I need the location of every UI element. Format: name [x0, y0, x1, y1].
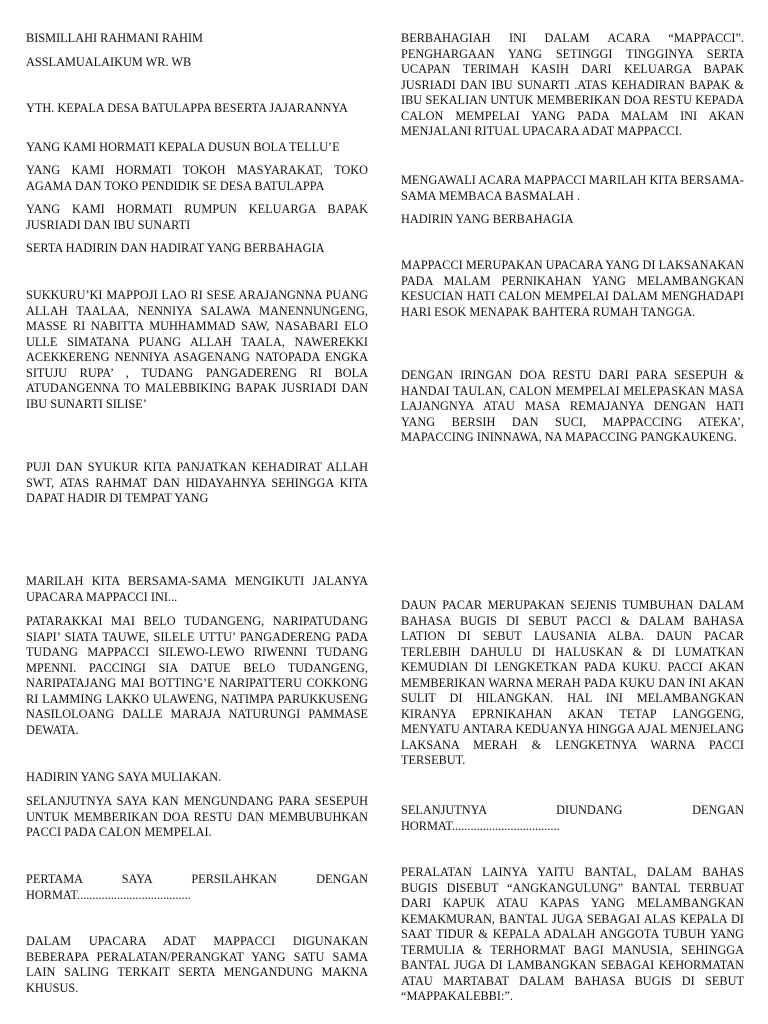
left-column [26, 0, 368, 1024]
paragraph-bantal: PERALATAN LAINYA YAITU BANTAL, DALAM BAHAS BUGIS DISEBUT “ANGKANGULUNG” BANTAL TERBUAT DARI KAPUK ATAU KAPAS YANG MELAMBANGKAN KEMAKMURAN, BANTAL JUGA SEBAGAI ALAS KEPALA DI SAAT TIDUR & KEPALA ADALAH ANGGOTA TUBUH YANG TERMULIA & TERHORMAT BAGI MANUSIA, SEHINGGA BANTAL JUGA DI LAMBANGKAN SEBAGAI KEHORMATAN ATAU MARTABAT DALAM BAHASA BUGIS DI SEBUT “MAPPAKALEBBI:”. [401, 865, 744, 1003]
paragraph-marilah: MARILAH KITA BERSAMA-SAMA MENGIKUTI JALANYA UPACARA MAPPACCI INI... [26, 574, 368, 604]
greeting-family: YANG KAMI HORMATI RUMPUN KELUARGA BAPAK JUSRIADI DAN IBU SUNARTI [26, 202, 368, 232]
heading-hadirin-berbahagia: HADIRIN YANG BERBAHAGIA [401, 212, 574, 226]
paragraph-next-invite: SELANJUTNYA DIUNDANG DENGAN HORMAT................................... [401, 803, 744, 833]
opening-basmalah: BISMILLAHI RAHMANI RAHIM [26, 31, 203, 45]
greeting-village-head: YTH. KEPALA DESA BATULAPPA BESERTA JAJARANNYA [26, 101, 348, 115]
paragraph-mappacci-meaning: MAPPACCI MERUPAKAN UPACARA YANG DI LAKSANAKAN PADA MALAM PERNIKAHAN YANG MELAMBANGKAN KESUCIAN HATI CALON MEMPELAI DALAM MENGHADAPI HARI ESOK MENAPAK BAHTERA RUMAH TANGGA. [401, 258, 744, 319]
paragraph-berbahagiah: BERBAHAGIAH INI DALAM ACARA “MAPPACCI”. PENGHARGAAN YANG SETINGGI TINGGINYA SERTA UCAPAN TERIMAH KASIH DARI KELUARGA BAPAK JUSRIADI DAN IBU SUNARTI .ATAS KEHADIRAN BAPAK & IBU SEKALIAN UNTUK MEMBERIKAN DOA RESTU KEPADA CALON MEMPELAI YANG PADA MALAM INI AKAN MENJALANI RITUAL UPACARA ADAT MAPPACCI. [401, 31, 744, 138]
right-column [401, 0, 744, 1024]
paragraph-first-invite: PERTAMA SAYA PERSILAHKAN DENGAN HORMAT..................................... [26, 872, 368, 902]
opening-salam: ASSLAMUALAIKUM WR. WB [26, 55, 192, 69]
paragraph-patarakkai: PATARAKKAI MAI BELO TUDANGENG, NARIPATUDANG SIAPI’ SIATA TAUWE, SILELE UTTU’ PANGADERENG PADA TUDANG MAPPACCI SILEWO-LEWO RIWENNI TUDANG MPENNI. PACCINGI SIA DATUE BELO TUDANGENG, NARIPATAJANG MAI BOTTING’E NARIPATTERU COKKONG RI LAMMING LAKKO ULAWENG, NATIMPA PARUKKUSENG NASILOLOANG DALLE MARAJA NATURUNGI PAMMASE DEWATA. [26, 614, 368, 737]
paragraph-puji-syukur: PUJI DAN SYUKUR KITA PANJATKAN KEHADIRAT ALLAH SWT, ATAS RAHMAT DAN HIDAYAHNYA SEHINGGA KITA DAPAT HADIR DI TEMPAT YANG [26, 460, 368, 505]
paragraph-doa-restu: DENGAN IRINGAN DOA RESTU DARI PARA SESEPUH & HANDAI TAULAN, CALON MEMPELAI MELEPASKAN MASA LAJANGNYA ATAU MASA REMAJANYA DENGAN HATI YANG BERSIH DAN SUCI, MAPPACCING ATEKA’, MAPACCING ININNAWA, NA MAPACCING PANGKAUKENG. [401, 368, 744, 444]
greeting-audience: SERTA HADIRIN DAN HADIRAT YANG BERBAHAGIA [26, 241, 325, 255]
paragraph-sukkuruki: SUKKURU’KI MAPPOJI LAO RI SESE ARAJANGNNA PUANG ALLAH TAALAA, NENNIYA SALAWA MANENNUNGENG, MASSE RI NABITTA MUHHAMMAD SAW, NASABARI ELO ULLE SIMATANA PUANG ALLAH TAALA, NAWEREKKI ACEKKERENG NENNIYA ASAGENANG NATOPADA ENGKA SITUJU RUPA’ , TUDANG PANGADERENG RI BOLA ATUDANGENNA TO MALEBBIKING BAPAK JUSRIADI DAN IBU SUNARTI SILISE’ [26, 288, 368, 411]
heading-hadirin-muliakan: HADIRIN YANG SAYA MULIAKAN. [26, 770, 222, 784]
paragraph-daun-pacar: DAUN PACAR MERUPAKAN SEJENIS TUMBUHAN DALAM BAHASA BUGIS DI SEBUT PACCI & DALAM BAHASA LATION DI SEBUT LAUSANIA ALBA. DAUN PACAR TERLEBIH DAHULU DI HALUSKAN & DI LUMATKAN KEMUDIAN DI LENGKETKAN PADA KUKU. PACCI AKAN MEMBERIKAN WARNA MERAH PADA KUKU DAN INI AKAN SULIT DI HILANGKAN. HAL INI MELAMBANGKAN KIRANYA EPRNIKAHAN AKAN TETAP LANGGENG, MENYATU ANTARA KEDUANYA HINGGA AJAL MENJELANG LAKSANA MERAH & LENGKETNYA WARNA PACCI TERSEBUT. [401, 598, 744, 767]
greeting-hamlet-head: YANG KAMI HORMATI KEPALA DUSUN BOLA TELLU’E [26, 140, 340, 154]
greeting-community-figures: YANG KAMI HORMATI TOKOH MASYARAKAT, TOKO AGAMA DAN TOKO PENDIDIK SE DESA BATULAPPA [26, 163, 368, 193]
paragraph-basmalah: MENGAWALI ACARA MAPPACCI MARILAH KITA BERSAMA-SAMA MEMBACA BASMALAH . [401, 173, 744, 203]
paragraph-invite-elders: SELANJUTNYA SAYA KAN MENGUNDANG PARA SESEPUH UNTUK MEMBERIKAN DOA RESTU DAN MEMBUBUHKAN PACCI PADA CALON MEMPELAI. [26, 794, 368, 839]
paragraph-equipment: DALAM UPACARA ADAT MAPPACCI DIGUNAKAN BEBERAPA PERALATAN/PERANGKAT YANG SATU SAMA LAIN SALING TERKAIT SERTA MENGANDUNG MAKNA KHUSUS. [26, 934, 368, 995]
